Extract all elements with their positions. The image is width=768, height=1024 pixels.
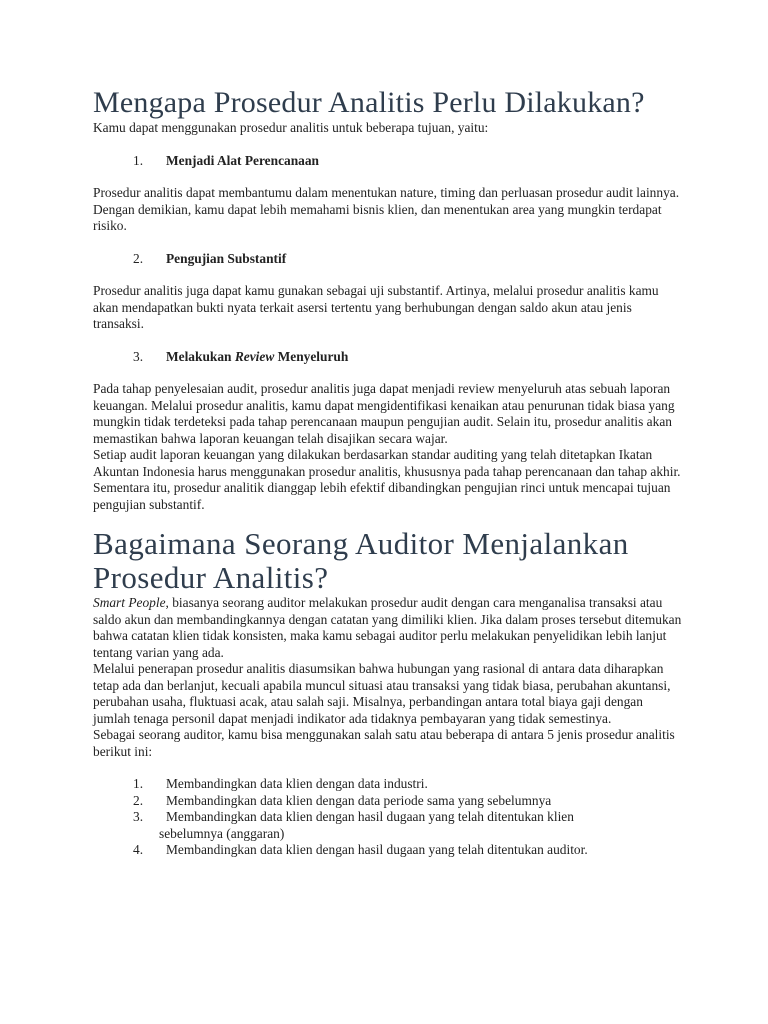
list-text: Membandingkan data klien dengan hasil dugaan yang telah ditentukan auditor. [166, 842, 588, 857]
purpose-title: Melakukan Review Menyeluruh [166, 348, 349, 364]
section2-paragraph-3: Sebagai seorang auditor, kamu bisa menggunakan salah satu atau beberapa di antara 5 jenis prosedur analitis berikut ini: [93, 727, 675, 759]
list-number: 1. [133, 776, 144, 791]
list-number: 3. [133, 809, 144, 824]
list-text: Membandingkan data klien dengan data periode sama yang sebelumnya [166, 792, 552, 808]
list-number: 4. [133, 842, 144, 857]
purpose-body-continued: Setiap audit laporan keuangan yang dilakukan berdasarkan standar auditing yang telah ditetapkan Ikatan Akuntan Indonesia harus menggunakan prosedur analitis, khususnya pada tahap perencanaan dan tahap akhir. Sementara itu, prosedur analitik dianggap lebih efektif dibandingkan pengujian rinci untuk mencapai tujuan pengujian substantif. [93, 447, 681, 512]
review-emphasis: Review [234, 348, 275, 364]
intro-paragraph: Kamu dapat menggunakan prosedur analitis untuk beberapa tujuan, yaitu: [93, 120, 489, 135]
list-item [93, 842, 683, 859]
purpose-heading-2 [93, 251, 683, 268]
document-content [93, 86, 683, 859]
list-text-continued: sebelumnya (anggaran) [159, 825, 285, 841]
list-item [93, 793, 683, 810]
purpose-number: 1. [133, 152, 144, 168]
heading-how-auditor-runs-analytics: Bagaimana Seorang Auditor Menjalankan Prosedur Analitis? [93, 526, 629, 595]
analytical-procedure-list [93, 776, 683, 859]
smart-people-emphasis: Smart People [93, 595, 166, 610]
list-item [93, 809, 683, 842]
section2-paragraph-2: Melalui penerapan prosedur analitis diasumsikan bahwa hubungan yang rasional di antara data diharapkan tetap ada dan berlanjut, kecuali apabila muncul situasi atau transaksi yang tidak biasa, perubahan akuntansi, perubahan usaha, fluktuasi acak, atau salah saji. Misalnya, perbandingan antara total biaya gaji dengan jumlah tenaga personil dapat menjadi indikator ada tidaknya pembayaran yang tidak semestinya. [93, 661, 671, 726]
heading-why-analytical-procedures: Mengapa Prosedur Analitis Perlu Dilakukan? [93, 86, 645, 119]
purpose-title: Menjadi Alat Perencanaan [166, 152, 319, 168]
list-item [93, 776, 683, 793]
purpose-title: Pengujian Substantif [166, 250, 287, 266]
purpose-heading-3 [93, 349, 683, 366]
purpose-heading-1 [93, 153, 683, 170]
purpose-body: Prosedur analitis dapat membantumu dalam menentukan nature, timing dan perluasan prosedur audit lainnya. Dengan demikian, kamu dapat lebih memahami bisnis klien, dan menentukan area yang mungkin terdapat risiko. [93, 185, 680, 233]
purpose-body: Prosedur analitis juga dapat kamu gunakan sebagai uji substantif. Artinya, melalui prosedur analitis kamu akan mendapatkan bukti nyata terkait asersi tertentu yang berhubungan dengan saldo akun atau jenis transaksi. [93, 283, 659, 331]
list-text: Membandingkan data klien dengan data industri. [166, 776, 428, 791]
purpose-number: 3. [133, 348, 144, 364]
purpose-body: Pada tahap penyelesaian audit, prosedur analitis juga dapat menjadi review menyeluruh atas sebuah laporan keuangan. Melalui prosedur analitis, kamu dapat mengidentifikasi kenaikan atau penurunan tidak biasa yang mungkin tidak terdeteksi pada tahap perencanaan maupun pengujian audit. Selain itu, prosedur analitis akan memastikan bahwa laporan keuangan telah disajikan secara wajar. [93, 381, 675, 446]
section2-lead: Smart People, biasanya seorang auditor melakukan prosedur audit dengan cara menganalisa transaksi atau saldo akun dan membandingkannya dengan catatan yang dimiliki klien. Jika dalam proses tersebut ditemukan bahwa catatan klien tidak konsisten, maka kamu sebagai auditor perlu melakukan penyelidikan lebih lanjut tentang varian yang ada. [93, 595, 682, 660]
list-number: 2. [133, 792, 144, 808]
purpose-number: 2. [133, 250, 144, 266]
list-text: Membandingkan data klien dengan hasil dugaan yang telah ditentukan klien [166, 809, 574, 824]
list-text-block [159, 809, 683, 842]
